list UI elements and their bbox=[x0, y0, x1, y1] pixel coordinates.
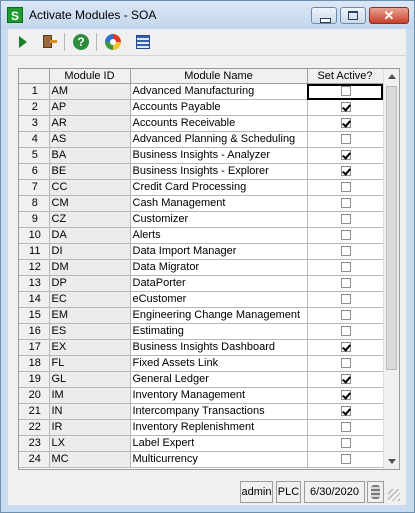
toolbar-separator bbox=[96, 33, 97, 51]
module-id-cell[interactable]: CC bbox=[49, 180, 130, 196]
toolbar bbox=[8, 29, 406, 56]
table-row[interactable] bbox=[19, 404, 383, 420]
module-id-cell[interactable]: AR bbox=[49, 116, 130, 132]
table-row[interactable] bbox=[19, 196, 383, 212]
set-active-cell[interactable] bbox=[307, 420, 383, 436]
set-active-cell[interactable] bbox=[307, 276, 383, 292]
row-number[interactable]: 15 bbox=[19, 308, 49, 324]
status-user: admin bbox=[240, 481, 273, 503]
modules-grid[interactable] bbox=[18, 68, 400, 470]
set-active-checkbox[interactable] bbox=[341, 230, 351, 240]
module-name-cell[interactable]: Multicurrency bbox=[130, 452, 307, 468]
set-active-cell[interactable] bbox=[307, 84, 383, 100]
status-date: 6/30/2020 bbox=[304, 481, 365, 503]
row-number[interactable]: 12 bbox=[19, 260, 49, 276]
module-id-cell[interactable]: BA bbox=[49, 148, 130, 164]
resize-grip-icon[interactable] bbox=[388, 489, 400, 501]
module-id-cell[interactable]: ES bbox=[49, 324, 130, 340]
grid-view-icon[interactable] bbox=[134, 33, 152, 51]
module-name-cell[interactable]: eCustomer bbox=[130, 292, 307, 308]
module-id-cell[interactable]: AS bbox=[49, 132, 130, 148]
table-row[interactable] bbox=[19, 356, 383, 372]
module-id-cell[interactable]: GL bbox=[49, 372, 130, 388]
set-active-cell[interactable] bbox=[307, 324, 383, 340]
module-name-cell[interactable]: Alerts bbox=[130, 228, 307, 244]
table-row[interactable] bbox=[19, 436, 383, 452]
status-company: PLC bbox=[276, 481, 301, 503]
module-id-cell[interactable]: BE bbox=[49, 164, 130, 180]
scrollbar-thumb[interactable] bbox=[386, 86, 397, 370]
table-row[interactable] bbox=[19, 180, 383, 196]
table-row[interactable] bbox=[19, 372, 383, 388]
set-active-checkbox[interactable] bbox=[341, 166, 351, 176]
module-name-cell[interactable]: Customizer bbox=[130, 212, 307, 228]
row-number[interactable]: 20 bbox=[19, 388, 49, 404]
set-active-checkbox[interactable] bbox=[341, 262, 351, 272]
module-id-cell[interactable]: MC bbox=[49, 452, 130, 468]
row-number[interactable]: 16 bbox=[19, 324, 49, 340]
module-name-cell[interactable]: Cash Management bbox=[130, 196, 307, 212]
row-number[interactable]: 13 bbox=[19, 276, 49, 292]
module-id-cell[interactable]: IR bbox=[49, 420, 130, 436]
set-active-cell[interactable] bbox=[307, 308, 383, 324]
row-number[interactable]: 22 bbox=[19, 420, 49, 436]
set-active-cell[interactable] bbox=[307, 436, 383, 452]
table-row[interactable] bbox=[19, 452, 383, 468]
row-number[interactable]: 3 bbox=[19, 116, 49, 132]
set-active-checkbox[interactable] bbox=[341, 134, 351, 144]
table-row[interactable] bbox=[19, 388, 383, 404]
module-name-cell[interactable]: Accounts Receivable bbox=[130, 116, 307, 132]
set-active-checkbox[interactable] bbox=[341, 342, 351, 352]
grid-body bbox=[19, 84, 383, 468]
row-number[interactable]: 7 bbox=[19, 180, 49, 196]
vertical-scrollbar[interactable] bbox=[383, 69, 399, 469]
module-name-cell[interactable]: Accounts Payable bbox=[130, 100, 307, 116]
row-number[interactable]: 23 bbox=[19, 436, 49, 452]
window-title: Activate Modules - SOA bbox=[29, 8, 157, 22]
set-active-cell[interactable] bbox=[307, 212, 383, 228]
module-name-cell[interactable]: Business Insights - Analyzer bbox=[130, 148, 307, 164]
table-row[interactable] bbox=[19, 292, 383, 308]
table-row[interactable] bbox=[19, 420, 383, 436]
row-number[interactable]: 8 bbox=[19, 196, 49, 212]
column-header-set-active[interactable]: Set Active? bbox=[307, 69, 383, 84]
set-active-checkbox[interactable] bbox=[341, 102, 351, 112]
run-icon[interactable] bbox=[14, 33, 32, 51]
row-number[interactable]: 17 bbox=[19, 340, 49, 356]
set-active-cell[interactable] bbox=[307, 292, 383, 308]
module-name-cell[interactable]: Inventory Replenishment bbox=[130, 420, 307, 436]
module-id-cell[interactable]: AM bbox=[49, 84, 130, 100]
table-row[interactable] bbox=[19, 132, 383, 148]
color-wheel-icon[interactable] bbox=[104, 33, 122, 51]
set-active-checkbox[interactable] bbox=[341, 150, 351, 160]
module-name-cell[interactable]: Data Migrator bbox=[130, 260, 307, 276]
minimize-button[interactable] bbox=[311, 7, 337, 24]
scroll-down-icon[interactable] bbox=[384, 454, 399, 469]
set-active-cell[interactable] bbox=[307, 404, 383, 420]
row-number[interactable]: 11 bbox=[19, 244, 49, 260]
set-active-checkbox[interactable] bbox=[341, 406, 351, 416]
set-active-cell[interactable] bbox=[307, 148, 383, 164]
module-name-cell[interactable]: General Ledger bbox=[130, 372, 307, 388]
table-row[interactable] bbox=[19, 340, 383, 356]
row-number[interactable]: 21 bbox=[19, 404, 49, 420]
module-id-cell[interactable]: EX bbox=[49, 340, 130, 356]
set-active-checkbox[interactable] bbox=[341, 182, 351, 192]
table-row[interactable] bbox=[19, 84, 383, 100]
column-header-module-name[interactable]: Module Name bbox=[130, 69, 307, 84]
help-icon[interactable] bbox=[72, 33, 90, 51]
row-number[interactable]: 24 bbox=[19, 452, 49, 468]
set-active-cell[interactable] bbox=[307, 196, 383, 212]
module-name-cell[interactable]: Business Insights - Explorer bbox=[130, 164, 307, 180]
set-active-cell[interactable] bbox=[307, 228, 383, 244]
module-name-cell[interactable]: Intercompany Transactions bbox=[130, 404, 307, 420]
row-number[interactable]: 5 bbox=[19, 148, 49, 164]
status-bar bbox=[8, 477, 406, 505]
table-row[interactable] bbox=[19, 276, 383, 292]
set-active-checkbox[interactable] bbox=[341, 86, 351, 96]
set-active-checkbox[interactable] bbox=[341, 422, 351, 432]
row-number[interactable]: 4 bbox=[19, 132, 49, 148]
database-icon[interactable] bbox=[367, 481, 384, 503]
grid-header-row bbox=[19, 69, 383, 84]
table-row[interactable] bbox=[19, 148, 383, 164]
module-id-cell[interactable]: IM bbox=[49, 388, 130, 404]
close-button[interactable]: ✕ bbox=[369, 7, 409, 24]
set-active-cell[interactable] bbox=[307, 132, 383, 148]
set-active-cell[interactable] bbox=[307, 260, 383, 276]
module-name-cell[interactable]: Engineering Change Management bbox=[130, 308, 307, 324]
module-name-cell[interactable]: Advanced Manufacturing bbox=[130, 84, 307, 100]
set-active-cell[interactable] bbox=[307, 388, 383, 404]
module-id-cell[interactable]: AP bbox=[49, 100, 130, 116]
set-active-checkbox[interactable] bbox=[341, 294, 351, 304]
module-name-cell[interactable]: DataPorter bbox=[130, 276, 307, 292]
exit-icon[interactable] bbox=[40, 33, 58, 51]
module-name-cell[interactable]: Label Expert bbox=[130, 436, 307, 452]
table-row[interactable] bbox=[19, 116, 383, 132]
table-row[interactable] bbox=[19, 324, 383, 340]
row-number[interactable]: 14 bbox=[19, 292, 49, 308]
set-active-checkbox[interactable] bbox=[341, 214, 351, 224]
module-id-cell[interactable]: DP bbox=[49, 276, 130, 292]
module-id-cell[interactable]: DA bbox=[49, 228, 130, 244]
module-name-cell[interactable]: Credit Card Processing bbox=[130, 180, 307, 196]
set-active-checkbox[interactable] bbox=[341, 326, 351, 336]
table-row[interactable] bbox=[19, 244, 383, 260]
row-number[interactable]: 19 bbox=[19, 372, 49, 388]
module-id-cell[interactable]: DM bbox=[49, 260, 130, 276]
set-active-cell[interactable] bbox=[307, 164, 383, 180]
table-row[interactable] bbox=[19, 164, 383, 180]
toolbar-separator bbox=[64, 33, 65, 51]
set-active-cell[interactable] bbox=[307, 372, 383, 388]
set-active-checkbox[interactable] bbox=[341, 454, 351, 464]
table-row[interactable] bbox=[19, 228, 383, 244]
set-active-checkbox[interactable] bbox=[341, 310, 351, 320]
set-active-cell[interactable] bbox=[307, 340, 383, 356]
table-row[interactable] bbox=[19, 100, 383, 116]
set-active-checkbox[interactable] bbox=[341, 390, 351, 400]
row-number[interactable]: 9 bbox=[19, 212, 49, 228]
module-name-cell[interactable]: Advanced Planning & Scheduling bbox=[130, 132, 307, 148]
sage-app-icon: S bbox=[7, 7, 23, 23]
module-id-cell[interactable]: EM bbox=[49, 308, 130, 324]
module-id-cell[interactable]: IN bbox=[49, 404, 130, 420]
module-name-cell[interactable]: Fixed Assets Link bbox=[130, 356, 307, 372]
module-name-cell[interactable]: Data Import Manager bbox=[130, 244, 307, 260]
set-active-checkbox[interactable] bbox=[341, 246, 351, 256]
set-active-checkbox[interactable] bbox=[341, 278, 351, 288]
set-active-cell[interactable] bbox=[307, 452, 383, 468]
client-area bbox=[8, 29, 406, 505]
scroll-up-icon[interactable] bbox=[384, 69, 399, 84]
module-name-cell[interactable]: Business Insights Dashboard bbox=[130, 340, 307, 356]
set-active-checkbox[interactable] bbox=[341, 374, 351, 384]
module-id-cell[interactable]: FL bbox=[49, 356, 130, 372]
table-row[interactable] bbox=[19, 212, 383, 228]
module-id-cell[interactable]: DI bbox=[49, 244, 130, 260]
row-number[interactable]: 10 bbox=[19, 228, 49, 244]
set-active-checkbox[interactable] bbox=[341, 198, 351, 208]
title-bar[interactable] bbox=[1, 1, 414, 29]
set-active-cell[interactable] bbox=[307, 356, 383, 372]
set-active-checkbox[interactable] bbox=[341, 438, 351, 448]
module-name-cell[interactable]: Inventory Management bbox=[130, 388, 307, 404]
row-number[interactable]: 1 bbox=[19, 84, 49, 100]
row-number[interactable]: 2 bbox=[19, 100, 49, 116]
module-name-cell[interactable]: Estimating bbox=[130, 324, 307, 340]
set-active-cell[interactable] bbox=[307, 116, 383, 132]
row-number[interactable]: 6 bbox=[19, 164, 49, 180]
set-active-checkbox[interactable] bbox=[341, 358, 351, 368]
module-id-cell[interactable]: CM bbox=[49, 196, 130, 212]
set-active-cell[interactable] bbox=[307, 180, 383, 196]
column-header-row-number bbox=[19, 69, 49, 84]
module-id-cell[interactable]: EC bbox=[49, 292, 130, 308]
set-active-cell[interactable] bbox=[307, 100, 383, 116]
table-row[interactable] bbox=[19, 308, 383, 324]
set-active-cell[interactable] bbox=[307, 244, 383, 260]
row-number[interactable]: 18 bbox=[19, 356, 49, 372]
column-header-module-id[interactable]: Module ID bbox=[49, 69, 130, 84]
table-row[interactable] bbox=[19, 260, 383, 276]
set-active-checkbox[interactable] bbox=[341, 118, 351, 128]
module-id-cell[interactable]: CZ bbox=[49, 212, 130, 228]
module-id-cell[interactable]: LX bbox=[49, 436, 130, 452]
modules-table bbox=[19, 69, 384, 468]
maximize-button[interactable] bbox=[340, 7, 366, 24]
